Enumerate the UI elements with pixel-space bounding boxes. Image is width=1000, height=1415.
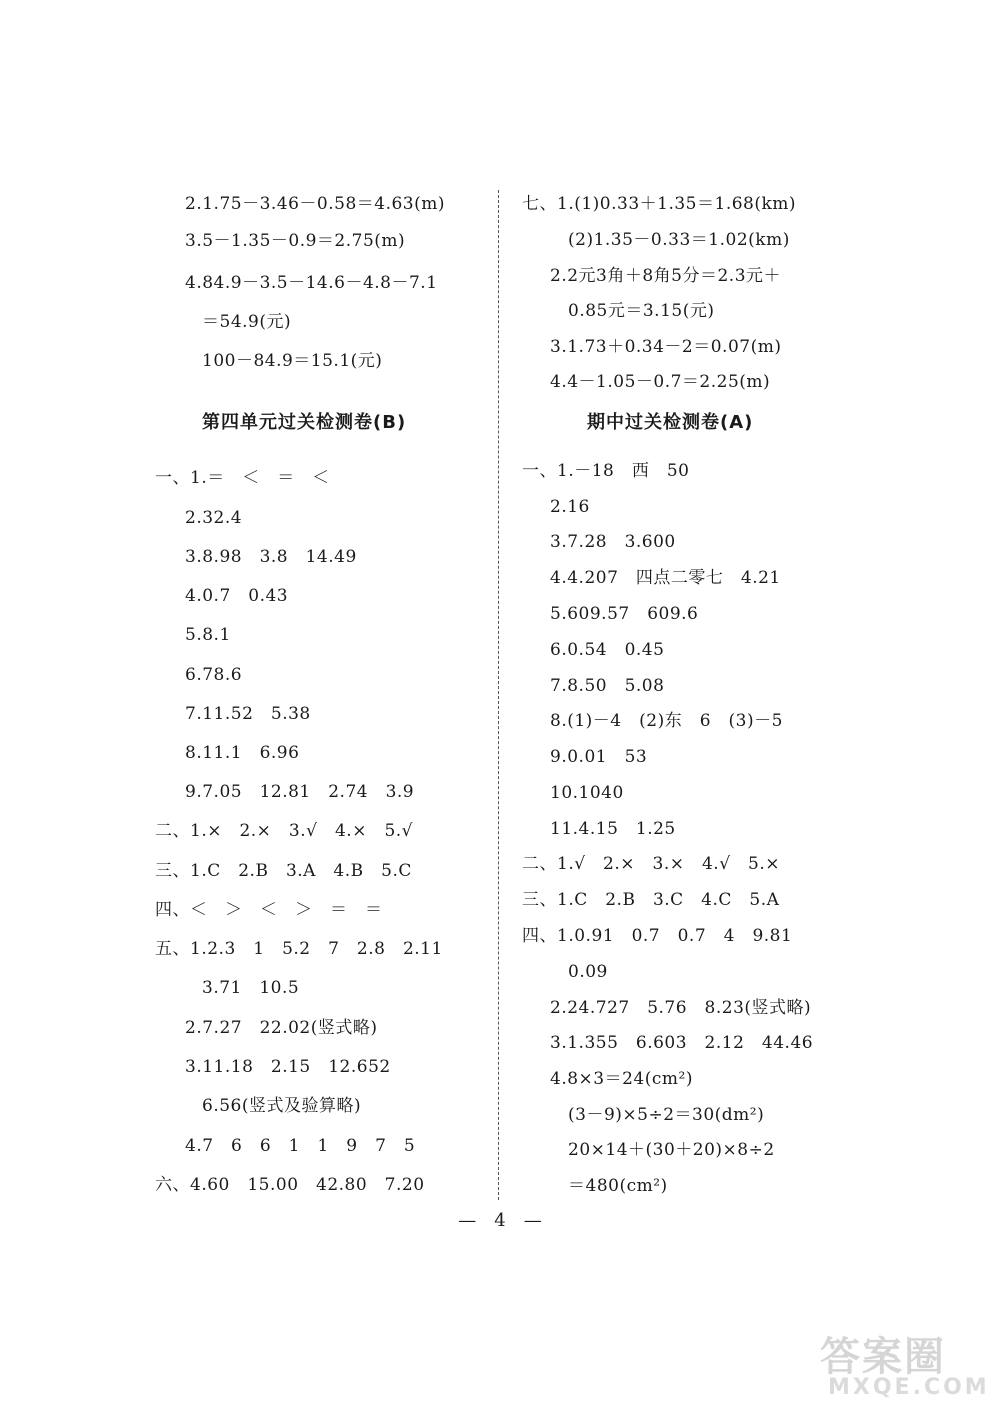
watermark-logo [820, 1325, 990, 1405]
left-top-line-4: ＝54.9(元) [202, 312, 292, 332]
right-body-line-2: 2.16 [550, 497, 590, 517]
right-body-line-5: 5.609.57 609.6 [550, 604, 699, 624]
right-section-heading: 期中过关检测卷(A) [587, 412, 754, 433]
right-body-line-20: 20×14＋(30＋20)×8÷2 [568, 1140, 775, 1160]
left-body-line-19: 六、4.60 15.00 42.80 7.20 [155, 1175, 425, 1195]
right-top-line-3: 2.2元3角＋8角5分＝2.3元＋ [550, 266, 782, 286]
left-body-line-4: 4.0.7 0.43 [185, 586, 289, 606]
right-body-line-11: 11.4.15 1.25 [550, 819, 676, 839]
left-body-line-3: 3.8.98 3.8 14.49 [185, 547, 357, 567]
right-body-line-9: 9.0.01 53 [550, 747, 648, 767]
right-body-line-3: 3.7.28 3.600 [550, 532, 676, 552]
right-top-line-1: 七、1.(1)0.33＋1.35＝1.68(km) [522, 194, 797, 214]
right-body-line-13: 三、1.C 2.B 3.C 4.C 5.A [522, 890, 780, 910]
page-number: — 4 — [458, 1210, 542, 1231]
left-body-line-15: 2.7.27 22.02(竖式略) [185, 1018, 378, 1038]
left-top-line-3: 4.84.9－3.5－14.6－4.8－7.1 [185, 273, 438, 293]
right-body-line-4: 4.4.207 四点二零七 4.21 [550, 568, 781, 588]
left-top-line-1: 2.1.75－3.46－0.58＝4.63(m) [185, 194, 446, 214]
right-body-line-14: 四、1.0.91 0.7 0.7 4 9.81 [522, 926, 793, 946]
right-body-line-17: 3.1.355 6.603 2.12 44.46 [550, 1033, 814, 1053]
left-section-heading: 第四单元过关检测卷(B) [202, 412, 407, 433]
left-body-line-17: 6.56(竖式及验算略) [202, 1096, 362, 1116]
right-body-line-19: (3－9)×5÷2＝30(dm²) [568, 1105, 765, 1125]
watermark-bottom-text: MXQE.COM [828, 1375, 990, 1400]
left-body-line-1: 一、1.＝ ＜ ＝ ＜ [155, 468, 330, 488]
watermark-top-text: 答案圈 [820, 1334, 946, 1380]
left-body-line-13: 五、1.2.3 1 5.2 7 2.8 2.11 [155, 939, 443, 959]
right-body-line-21: ＝480(cm²) [568, 1176, 668, 1196]
left-body-line-10: 二、1.× 2.× 3.√ 4.× 5.√ [155, 821, 413, 841]
left-body-line-6: 6.78.6 [185, 665, 243, 685]
left-body-line-12: 四、＜ ＞ ＜ ＞ ＝ ＝ [155, 900, 383, 920]
left-body-line-2: 2.32.4 [185, 508, 243, 528]
right-body-line-15: 0.09 [568, 962, 608, 982]
right-body-line-18: 4.8×3＝24(cm²) [550, 1069, 693, 1089]
right-top-line-2: (2)1.35－0.33＝1.02(km) [568, 230, 790, 250]
right-body-line-16: 2.24.727 5.76 8.23(竖式略) [550, 998, 812, 1018]
left-body-line-7: 7.11.52 5.38 [185, 704, 311, 724]
right-body-line-12: 二、1.√ 2.× 3.× 4.√ 5.× [522, 854, 780, 874]
left-body-line-11: 三、1.C 2.B 3.A 4.B 5.C [155, 861, 412, 881]
right-body-line-8: 8.(1)－4 (2)东 6 (3)－5 [550, 711, 783, 731]
right-top-line-6: 4.4－1.05－0.7＝2.25(m) [550, 372, 771, 392]
left-body-line-18: 4.7 6 6 1 1 9 7 5 [185, 1136, 416, 1156]
right-top-line-4: 0.85元＝3.15(元) [568, 301, 715, 321]
right-body-line-6: 6.0.54 0.45 [550, 640, 665, 660]
left-body-line-8: 8.11.1 6.96 [185, 743, 300, 763]
right-body-line-10: 10.1040 [550, 783, 624, 803]
left-body-line-14: 3.71 10.5 [202, 978, 300, 998]
left-body-line-9: 9.7.05 12.81 2.74 3.9 [185, 782, 415, 802]
left-body-line-5: 5.8.1 [185, 625, 231, 645]
left-top-line-5: 100－84.9＝15.1(元) [202, 351, 383, 371]
left-top-line-2: 3.5－1.35－0.9＝2.75(m) [185, 231, 406, 251]
left-body-line-16: 3.11.18 2.15 12.652 [185, 1057, 391, 1077]
column-divider [498, 190, 499, 1200]
right-body-line-1: 一、1.－18 西 50 [522, 461, 690, 481]
right-body-line-7: 7.8.50 5.08 [550, 676, 665, 696]
right-top-line-5: 3.1.73＋0.34－2＝0.07(m) [550, 337, 782, 357]
